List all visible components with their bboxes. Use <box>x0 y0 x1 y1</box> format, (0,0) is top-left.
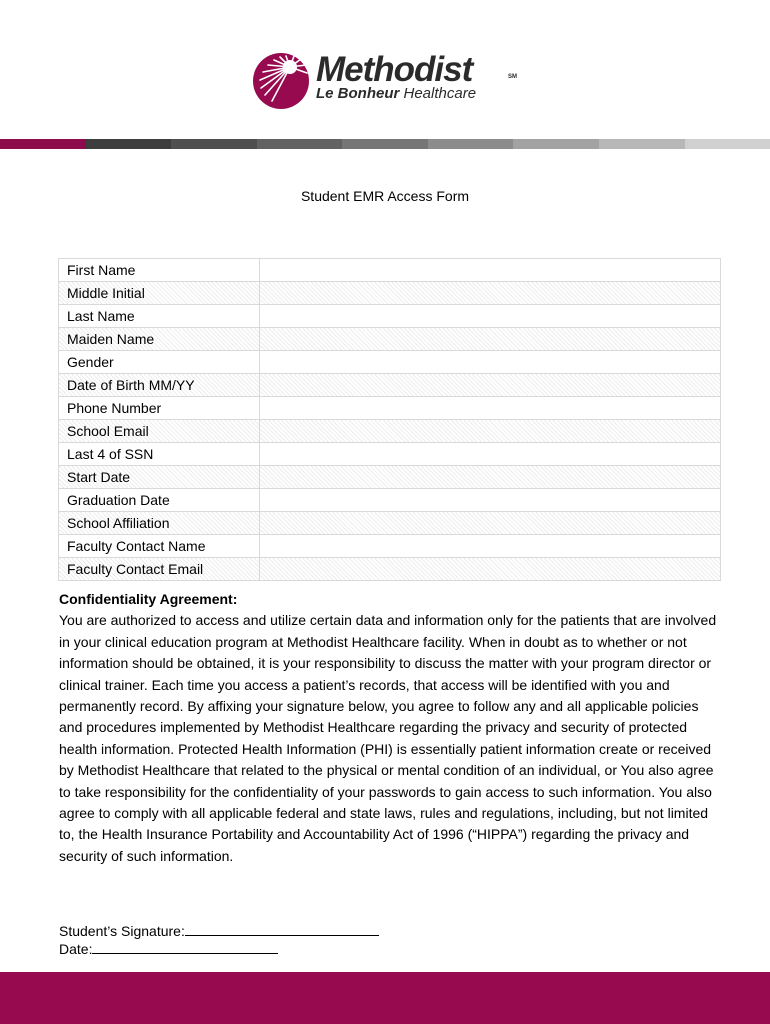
logo-subtitle <box>316 85 476 103</box>
date-field[interactable] <box>92 939 278 954</box>
header-color-bar <box>0 139 770 149</box>
sunburst-logo-icon <box>252 52 310 110</box>
field-label: School Email <box>59 420 260 443</box>
field-label: Last 4 of SSN <box>59 443 260 466</box>
logo-name: Methodist <box>316 50 473 89</box>
field-value-cell[interactable] <box>260 282 721 305</box>
field-row <box>59 259 721 282</box>
field-label: Start Date <box>59 466 260 489</box>
field-row <box>59 420 721 443</box>
service-mark: SM <box>508 74 517 80</box>
field-row <box>59 489 721 512</box>
field-label: Faculty Contact Email <box>59 558 260 581</box>
field-label: Date of Birth MM/YY <box>59 374 260 397</box>
logo-subtitle-bold: Le Bonheur <box>316 85 400 102</box>
field-value-cell[interactable] <box>260 374 721 397</box>
color-bar-segment <box>86 139 172 149</box>
color-bar-segment <box>599 139 685 149</box>
field-value-cell[interactable] <box>260 512 721 535</box>
field-row <box>59 397 721 420</box>
field-value-cell[interactable] <box>260 558 721 581</box>
student-signature-label: Student’s Signature: <box>59 923 185 939</box>
footer-bar <box>0 972 770 1024</box>
color-bar-segment <box>342 139 428 149</box>
field-label: Middle Initial <box>59 282 260 305</box>
field-label: Last Name <box>59 305 260 328</box>
color-bar-segment <box>428 139 514 149</box>
field-row <box>59 535 721 558</box>
date-label: Date: <box>59 941 93 957</box>
field-label: First Name <box>59 259 260 282</box>
logo-subtitle-rest: Healthcare <box>399 85 477 102</box>
field-row <box>59 328 721 351</box>
field-value-cell[interactable] <box>260 259 721 282</box>
field-value-cell[interactable] <box>260 443 721 466</box>
color-bar-segment <box>171 139 257 149</box>
field-value-cell[interactable] <box>260 397 721 420</box>
field-value-cell[interactable] <box>260 489 721 512</box>
field-label: Maiden Name <box>59 328 260 351</box>
field-value-cell[interactable] <box>260 305 721 328</box>
field-label: Faculty Contact Name <box>59 535 260 558</box>
field-row <box>59 558 721 581</box>
student-signature-field[interactable] <box>185 921 379 936</box>
student-signature-line <box>59 921 379 940</box>
field-row <box>59 351 721 374</box>
agreement-heading: Confidentiality Agreement: <box>59 591 238 607</box>
confidentiality-agreement <box>59 589 719 867</box>
methodist-logo <box>252 50 522 112</box>
field-row <box>59 282 721 305</box>
field-value-cell[interactable] <box>260 466 721 489</box>
field-value-cell[interactable] <box>260 351 721 374</box>
field-row <box>59 512 721 535</box>
field-label: Phone Number <box>59 397 260 420</box>
form-title: Student EMR Access Form <box>300 188 470 204</box>
color-bar-segment <box>0 139 86 149</box>
date-line <box>59 939 278 958</box>
field-row <box>59 443 721 466</box>
field-row <box>59 305 721 328</box>
color-bar-segment <box>257 139 343 149</box>
field-label: Graduation Date <box>59 489 260 512</box>
field-row <box>59 374 721 397</box>
student-info-table <box>58 258 721 581</box>
field-label: School Affiliation <box>59 512 260 535</box>
field-label: Gender <box>59 351 260 374</box>
agreement-body: You are authorized to access and utilize certain data and information only for the patients that are involved in your clinical education program at Methodist Healthcare facility. When in doubt as to whether or not information should be obtained, it is your responsibility to discuss the matter with your program director or clinical trainer. Each time you access a patient’s records, that access will be identified with you and permanently record. By affixing your signature below, you agree to follow any and all applicable policies and procedures implemented by Methodist Healthcare regarding the privacy and security of protected health information. Protected Health Information (PHI) is essentially patient information create or received by Methodist Healthcare that related to the physical or mental condition of an individual, or You also agree to take responsibility for the confidentiality of your passwords to gain access to such information. You also agree to comply with all applicable federal and state laws, rules and regulations, including, but not limited to, the Health Insurance Portability and Accountability Act of 1996 (“HIPPA”) regarding the privacy and security of such information. <box>59 612 717 864</box>
color-bar-segment <box>685 139 770 149</box>
field-row <box>59 466 721 489</box>
field-value-cell[interactable] <box>260 328 721 351</box>
field-value-cell[interactable] <box>260 535 721 558</box>
field-value-cell[interactable] <box>260 420 721 443</box>
color-bar-segment <box>513 139 599 149</box>
